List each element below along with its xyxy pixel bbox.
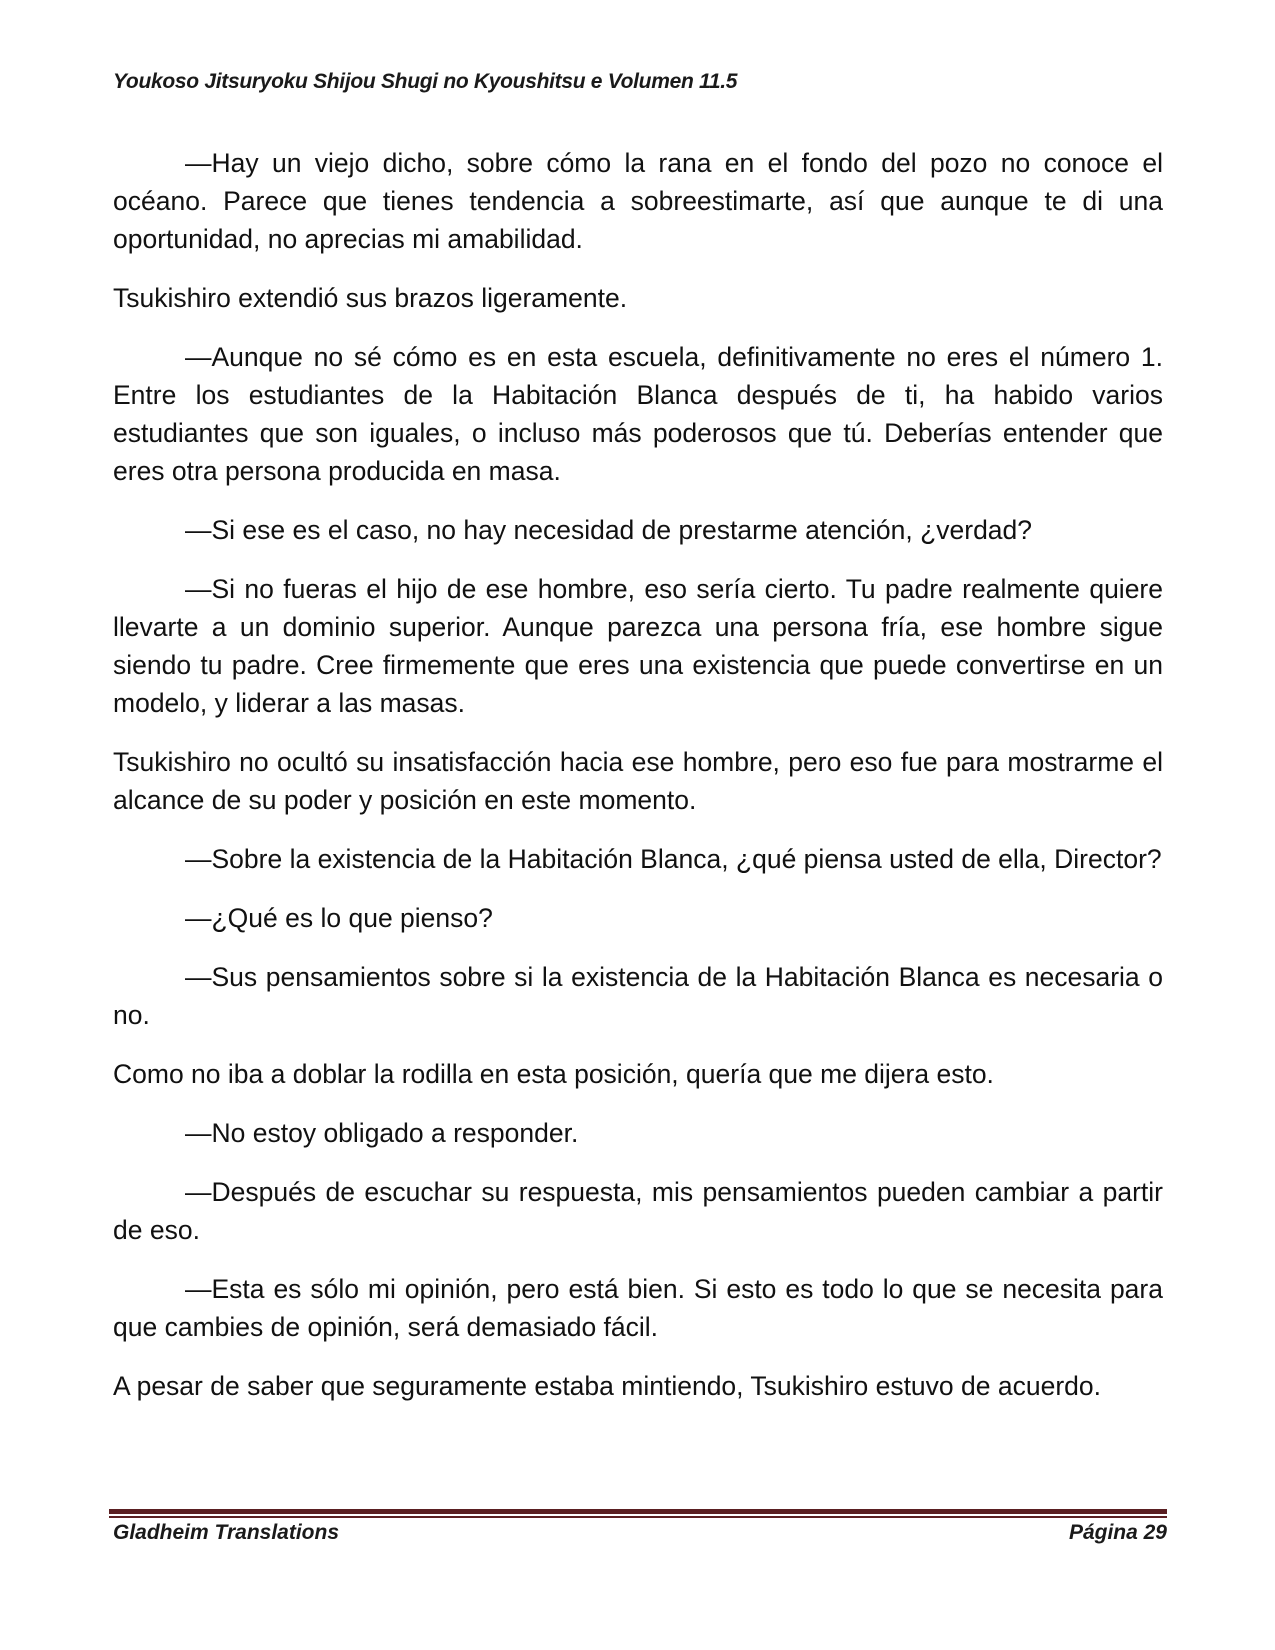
footer-divider-thin [109, 1516, 1167, 1518]
footer-publisher: Gladheim Translations [113, 1521, 340, 1544]
page-header-title: Youkoso Jitsuryoku Shijou Shugi no Kyoushitsu e Volumen 11.5 [113, 70, 738, 93]
paragraph: —Si no fueras el hijo de ese hombre, eso sería cierto. Tu padre realmente quiere llevarte a un dominio superior. Aunque parezca una persona fría, ese hombre sigue siendo tu padre. Cree firmemente que eres una existencia que puede convertirse en un modelo, y liderar a las masas. [113, 574, 1163, 718]
paragraph: Como no iba a doblar la rodilla en esta posición, quería que me dijera esto. [113, 1059, 994, 1089]
paragraph: —Sus pensamientos sobre si la existencia de la Habitación Blanca es necesaria o no. [113, 962, 1163, 1030]
paragraph: —Sobre la existencia de la Habitación Blanca, ¿qué piensa usted de ella, Director? [185, 844, 1162, 874]
footer-divider [109, 1509, 1167, 1519]
paragraph: —Después de escuchar su respuesta, mis pensamientos pueden cambiar a partir de eso. [113, 1177, 1163, 1245]
paragraph: —No estoy obligado a responder. [185, 1118, 579, 1148]
paragraph: Tsukishiro no ocultó su insatisfacción hacia ese hombre, pero eso fue para mostrarme el alcance de su poder y posición en este momento. [113, 747, 1163, 815]
paragraph: Tsukishiro extendió sus brazos ligeramente. [113, 283, 628, 313]
page-body [113, 144, 1163, 1426]
paragraph: A pesar de saber que seguramente estaba mintiendo, Tsukishiro estuvo de acuerdo. [113, 1371, 1101, 1401]
paragraph: —¿Qué es lo que pienso? [185, 903, 493, 933]
paragraph: —Aunque no sé cómo es en esta escuela, definitivamente no eres el número 1. Entre los estudiantes de la Habitación Blanca después de ti, ha habido varios estudiantes que son iguales, o incluso más poderosos que tú. Deberías entender que eres otra persona producida en masa. [113, 342, 1163, 486]
footer-page-number: Página 29 [1068, 1521, 1167, 1544]
paragraph: —Si ese es el caso, no hay necesidad de prestarme atención, ¿verdad? [185, 515, 1033, 545]
paragraph: —Esta es sólo mi opinión, pero está bien. Si esto es todo lo que se necesita para que cambies de opinión, será demasiado fácil. [113, 1274, 1163, 1342]
footer-divider-thick [109, 1509, 1167, 1514]
paragraph: —Hay un viejo dicho, sobre cómo la rana en el fondo del pozo no conoce el océano. Parece que tienes tendencia a sobreestimarte, así que aunque te di una oportunidad, no aprecias mi amabilidad. [113, 148, 1163, 254]
